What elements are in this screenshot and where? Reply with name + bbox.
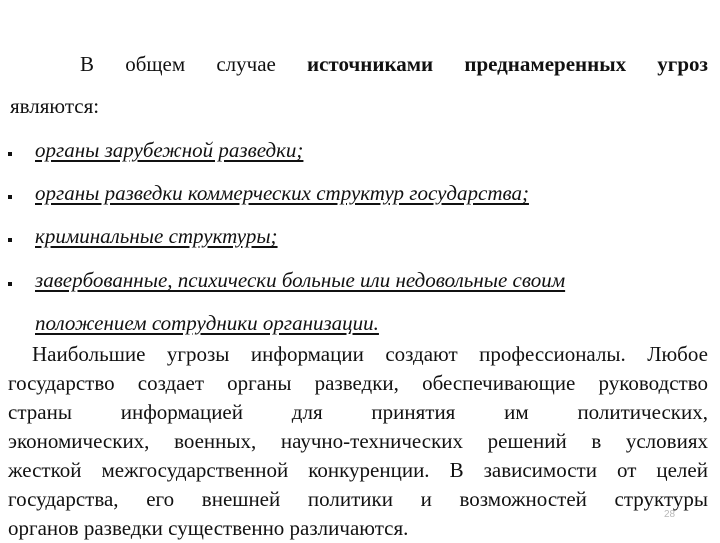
- body-paragraph: [8, 340, 708, 543]
- paragraph-word: возможностей: [459, 487, 587, 511]
- paragraph-word: Наибольшие: [32, 342, 146, 366]
- paragraph-word: конкуренции.: [308, 458, 430, 482]
- paragraph-word: политических,: [577, 400, 708, 424]
- paragraph-word: от: [616, 458, 637, 482]
- paragraph-word: создает: [137, 371, 205, 395]
- paragraph-line: [8, 456, 708, 485]
- intro-word: угроз: [657, 52, 708, 76]
- paragraph-word: принятия: [371, 400, 456, 424]
- bullet-marker: [8, 152, 12, 156]
- bullet-marker: [8, 238, 12, 242]
- bullet-item-recruited-employees: завербованные, психически больные или недовольные своим: [35, 268, 566, 292]
- paragraph-word: государства,: [8, 487, 119, 511]
- paragraph-word: зависимости: [483, 458, 597, 482]
- intro-sentence: [80, 50, 708, 78]
- paragraph-word: Любое: [647, 342, 708, 366]
- paragraph-word: структуры: [614, 487, 708, 511]
- intro-word: случае: [216, 52, 276, 76]
- paragraph-word: разведки,: [314, 371, 399, 395]
- paragraph-line: [8, 427, 708, 456]
- paragraph-line: органов разведки существенно различаются.: [8, 516, 409, 540]
- bullet-item-continuation: положением сотрудники организации.: [35, 311, 379, 335]
- paragraph-line: [8, 485, 708, 514]
- paragraph-word: информацией: [120, 400, 243, 424]
- paragraph-word: и: [420, 487, 432, 511]
- paragraph-word: жесткой: [8, 458, 82, 482]
- paragraph-word: политики: [307, 487, 393, 511]
- page-number: 28: [664, 509, 676, 520]
- paragraph-word: его: [146, 487, 175, 511]
- paragraph-word: экономических,: [8, 429, 150, 453]
- paragraph-word: страны: [8, 400, 72, 424]
- paragraph-word: угрозы: [166, 342, 230, 366]
- bullet-item-foreign-intelligence: органы зарубежной разведки;: [35, 138, 304, 162]
- paragraph-word: для: [291, 400, 323, 424]
- bullet-item-commercial-intelligence: органы разведки коммерческих структур государства;: [35, 181, 529, 205]
- paragraph-word: решений: [487, 429, 567, 453]
- paragraph-word: целей: [656, 458, 708, 482]
- intro-word: источниками: [307, 52, 434, 76]
- paragraph-word: в: [591, 429, 602, 453]
- paragraph-word: межгосударственной: [101, 458, 289, 482]
- intro-word: общем: [125, 52, 186, 76]
- paragraph-word: создают: [385, 342, 458, 366]
- paragraph-word: государство: [8, 371, 115, 395]
- paragraph-word: научно-технических: [280, 429, 464, 453]
- intro-word: В: [80, 52, 95, 76]
- paragraph-word: информации: [250, 342, 364, 366]
- bullet-marker: [8, 195, 12, 199]
- paragraph-word: военных,: [174, 429, 257, 453]
- paragraph-line: [8, 369, 708, 398]
- paragraph-word: условиях: [625, 429, 708, 453]
- intro-word: преднамеренных: [464, 52, 627, 76]
- paragraph-line: [8, 340, 708, 369]
- paragraph-word: руководство: [598, 371, 708, 395]
- paragraph-word: В: [449, 458, 464, 482]
- paragraph-word: внешней: [201, 487, 281, 511]
- paragraph-word: органы: [227, 371, 292, 395]
- paragraph-word: профессионалы.: [479, 342, 626, 366]
- paragraph-line: [8, 398, 708, 427]
- bullet-item-criminal-structures: криминальные структуры;: [35, 224, 278, 248]
- paragraph-word: обеспечивающие: [422, 371, 576, 395]
- paragraph-word: им: [504, 400, 529, 424]
- bullet-marker: [8, 282, 12, 286]
- intro-continuation: являются:: [10, 94, 100, 118]
